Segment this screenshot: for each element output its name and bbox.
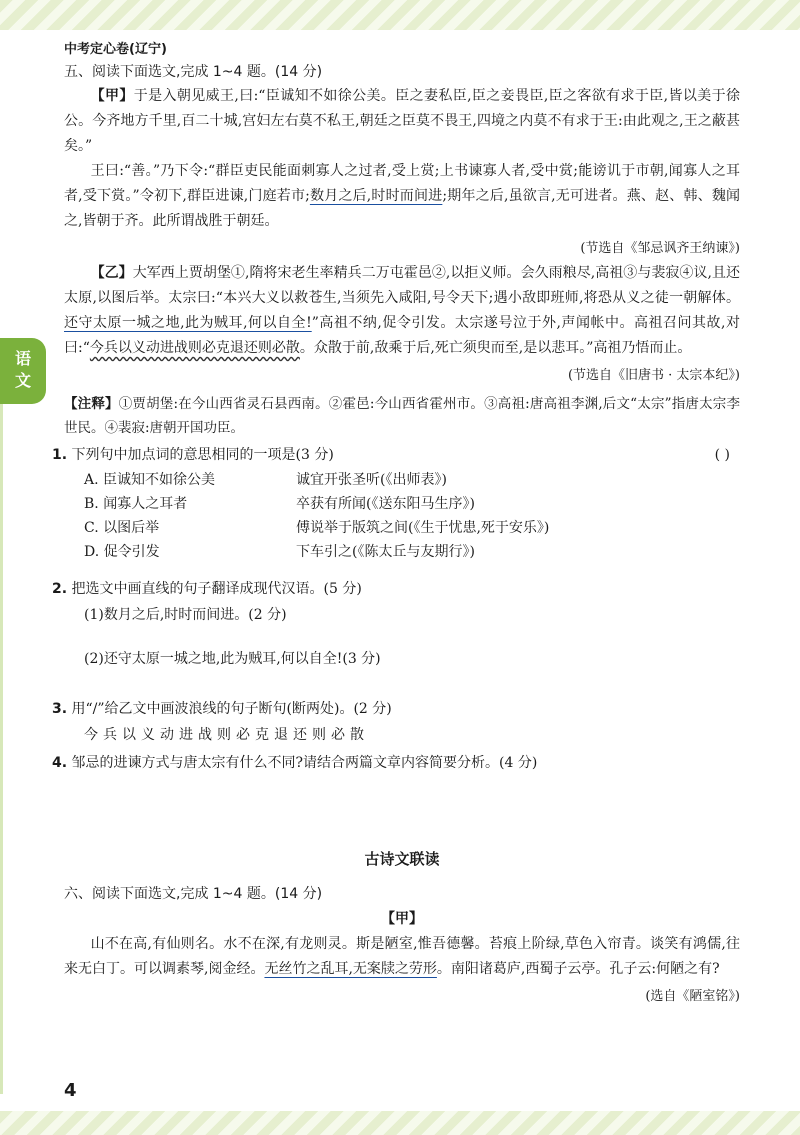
question-4 [52, 750, 740, 776]
question-3-sentence: 今兵以义动进战则必克退还则必散 [84, 727, 369, 743]
option-b: B. 闻寡人之耳者 卒获有所闻(《送东阳马生序》) [84, 496, 475, 512]
side-tab-char-1: 语 [14, 349, 31, 368]
underlined-sentence-3: 无丝竹之乱耳,无案牍之劳形 [264, 961, 437, 977]
option-d: D. 促令引发 下车引之(《陈太丘与友期行》) [84, 544, 475, 560]
section5-title: 五、阅读下面选文,完成 1~4 题。(14 分) [64, 64, 323, 80]
question-2-part-2: (2)还守太原一城之地,此为贼耳,何以自全!(3 分) [84, 651, 381, 667]
question-3 [52, 696, 740, 722]
passage-yi-source: (节选自《旧唐书 · 太宗本纪》) [567, 368, 740, 383]
question-2-part-1: (1)数月之后,时时而间进。(2 分) [84, 607, 287, 623]
passage-jia-label: 【甲】 [90, 88, 134, 104]
page-header: 中考定心卷(辽宁) [64, 42, 167, 57]
section6-heading: 古诗文联读 [364, 850, 440, 868]
top-decorative-stripe [0, 0, 800, 30]
passage-yi-label: 【乙】 [90, 265, 133, 281]
question-2 [52, 576, 740, 602]
section6-jia-label: 【甲】 [381, 911, 423, 927]
subject-side-tab [0, 338, 46, 404]
section6-passage: 山不在高,有仙则名。水不在深,有龙则灵。斯是陋室,惟吾德馨。苔痕上阶绿,草色入帘青。谈笑有鸿儒,往来无白丁。可以调素琴,阅金经。无丝竹之乱耳,无案牍之劳形。南阳诸葛庐,西蜀子云亭。孔子云:何陋之有? [64, 936, 740, 977]
page-content [52, 38, 740, 1009]
question-4-number: 4. [52, 755, 68, 771]
passage-yi: 【乙】大军西上贾胡堡①,隋将宋老生率精兵二万屯霍邑②,以拒义师。会久雨粮尽,高祖③与裴寂④议,且还太原,以图后举。太宗曰:“本兴大义以救苍生,当须先入咸阳,号令天下;遇小敌即班师,将恐从义之徒一朝解体。还守太原一城之地,此为贼耳,何以自全!”高祖不纳,促令引发。太宗遂号泣于外,声闻帐中。高祖召问其故,对曰:“今兵以义动进战则必克退还则必散。众散于前,敌乘于后,死亡须臾而至,是以悲耳。”高祖乃悟而止。 [64, 265, 740, 356]
passage-jia-source: (节选自《邹忌讽齐王纳谏》) [580, 241, 740, 256]
question-1-number: 1. [52, 447, 68, 463]
answer-bracket: ( ) [714, 447, 730, 463]
section6-title: 六、阅读下面选文,完成 1~4 题。(14 分) [64, 886, 323, 902]
question-2-number: 2. [52, 581, 68, 597]
wavy-underlined-sentence: 今兵以义动进战则必克退还则必散 [89, 340, 300, 356]
side-tab-char-2: 文 [14, 371, 31, 390]
page-number: 4 [64, 1080, 77, 1101]
underlined-sentence-2: 还守太原一城之地,此为贼耳,何以自全! [64, 315, 312, 331]
option-a: A. 臣诚知不如徐公美 诚宜开张圣听(《出师表》) [84, 472, 447, 488]
section6-source: (选自《陋室铭》) [645, 989, 740, 1004]
side-decorative-line [0, 404, 3, 1094]
annotation-label: 【注释】 [64, 396, 119, 412]
passage-jia-para2: 王曰:“善。”乃下令:“群臣吏民能面刺寡人之过者,受上赏;上书谏寡人者,受中赏;能谤讥于市朝,闻寡人之耳者,受下赏。”令初下,群臣进谏,门庭若市;数月之后,时时而间进;期年之后,虽欲言,无可进者。燕、赵、韩、魏闻之,皆朝于齐。此所谓战胜于朝廷。 [64, 163, 740, 229]
option-c: C. 以图后举 傅说举于版筑之间(《生于忧患,死于安乐》) [84, 520, 550, 536]
annotations: 【注释】①贾胡堡:在今山西省灵石县西南。②霍邑:今山西省霍州市。③高祖:唐高祖李渊,后文“太宗”指唐太宗李世民。④裴寂:唐朝开国功臣。 [64, 396, 740, 436]
passage-jia-para1: 【甲】于是入朝见威王,曰:“臣诚知不如徐公美。臣之妻私臣,臣之妾畏臣,臣之客欲有求于臣,皆以美于徐公。今齐地方千里,百二十城,宫妇左右莫不私王,朝廷之臣莫不畏王,四境之内莫不有求于王:由此观之,王之蔽甚矣。” [64, 88, 740, 154]
question-2-text: 把选文中画直线的句子翻译成现代汉语。(5 分) [71, 581, 362, 597]
question-4-text: 邹忌的进谏方式与唐太宗有什么不同?请结合两篇文章内容简要分析。(4 分) [71, 755, 538, 771]
underlined-sentence-1: 数月之后,时时而间进 [309, 188, 443, 204]
bottom-decorative-stripe [0, 1111, 800, 1135]
question-1-text: 下列句中加点词的意思相同的一项是(3 分) [71, 447, 334, 463]
question-1 [52, 442, 740, 468]
question-3-number: 3. [52, 701, 68, 717]
question-3-text: 用“/”给乙文中画波浪线的句子断句(断两处)。(2 分) [71, 701, 392, 717]
